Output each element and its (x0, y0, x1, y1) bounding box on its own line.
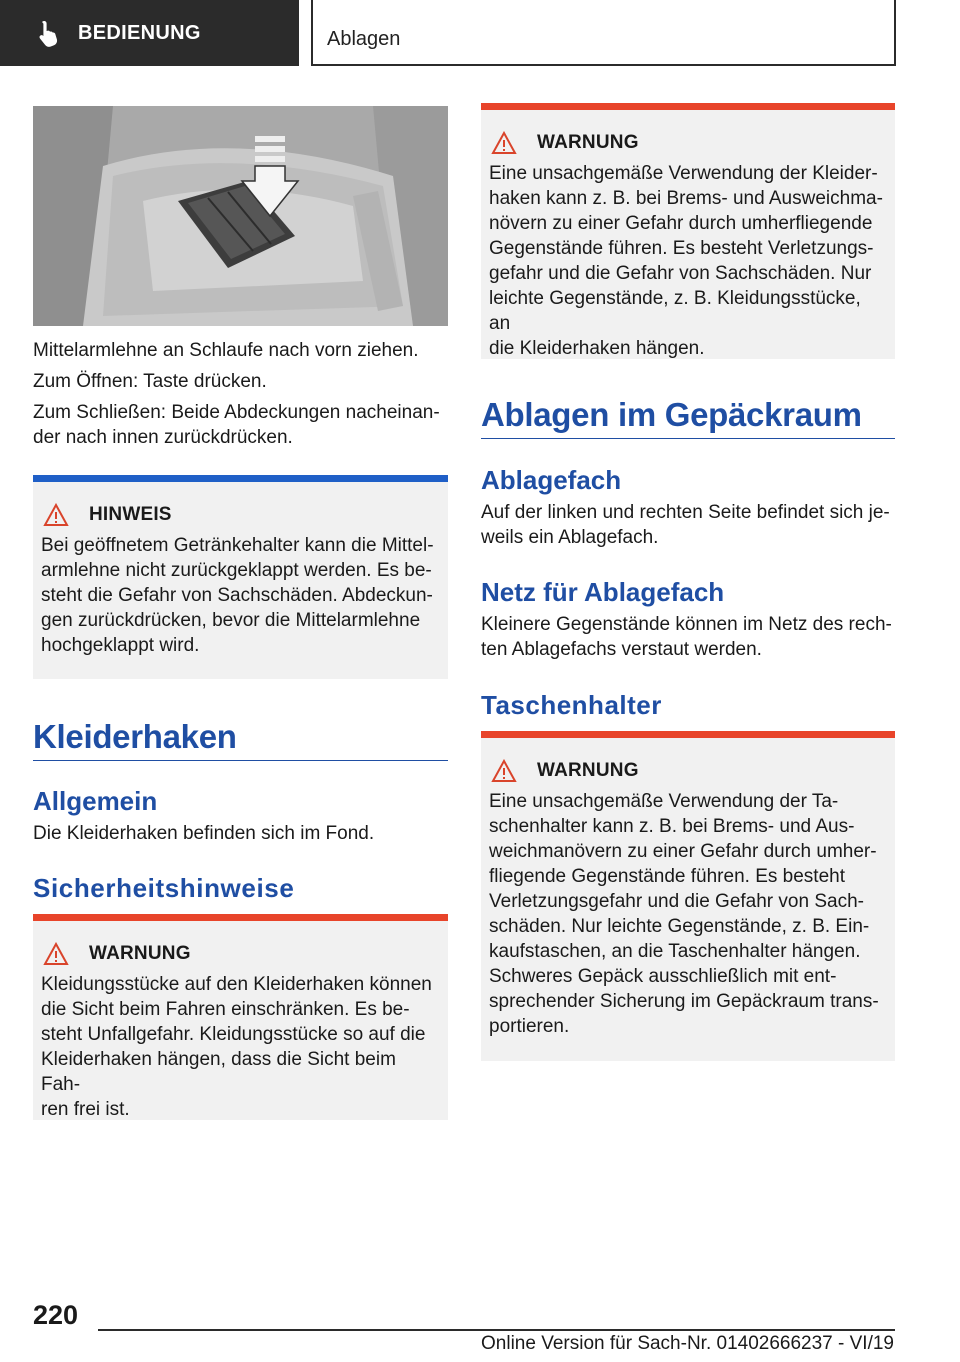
heading-ablagen-im-gepaeckraum: Ablagen im Gepäckraum (481, 396, 862, 433)
ablagefach-line-1: Auf der linken und rechten Seite befindet sich je‐ (481, 502, 890, 523)
instruction-close-1: Zum Schließen: Beide Abdeckungen nacheinan‐ (33, 402, 440, 423)
armrest-photo (33, 106, 448, 326)
warning-line: die Kleiderhaken hängen. (489, 338, 705, 359)
hint-line: hochgeklappt wird. (41, 635, 200, 656)
warning-line: portieren. (489, 1016, 570, 1037)
warning-box-bag-holder (481, 731, 895, 1061)
warning-text (489, 789, 887, 1039)
warning-triangle-icon (43, 503, 69, 527)
hint-title: HINWEIS (89, 504, 172, 525)
warning-line: kaufstaschen, an die Taschenhalter hängen. (489, 941, 861, 962)
warning-text (489, 161, 887, 361)
section-label: BEDIENUNG (78, 21, 201, 44)
heading-ablagefach: Ablagefach (481, 465, 622, 495)
warning-bar (33, 914, 448, 921)
warning-title: WARNUNG (537, 760, 639, 781)
warning-line: ren frei ist. (41, 1099, 130, 1120)
warning-line: haken kann z. B. bei Brems- und Ausweichma‐ (489, 188, 883, 209)
warning-line: steht Unfallgefahr. Kleidungsstücke so auf die (41, 1024, 426, 1045)
heading-netz-fuer-ablagefach: Netz für Ablagefach (481, 577, 725, 607)
warning-title: WARNUNG (537, 132, 639, 153)
header-topic-tab (311, 0, 896, 66)
warning-line: fliegende Gegenstände führen. Es besteht (489, 866, 845, 887)
hint-bar (33, 475, 448, 482)
warning-line: Schweres Gepäck ausschließlich mit ent‐ (489, 966, 837, 987)
warning-triangle-icon (491, 759, 517, 783)
warning-line: növern zu einer Gefahr durch umherfliegende (489, 213, 873, 234)
warning-line: gefahr und die Gefahr von Sachschäden. Nur (489, 263, 872, 284)
ablagefach-section (481, 465, 895, 550)
header-section-tab (0, 0, 299, 66)
topic-label: Ablagen (327, 28, 401, 50)
warning-line: Kleidungsstücke auf den Kleiderhaken können (41, 974, 432, 995)
warning-line: Kleiderhaken hängen, dass die Sicht beim Fah‐ (41, 1049, 396, 1095)
hint-line: gen zurückdrücken, bevor die Mittelarmlehne (41, 610, 421, 631)
armrest-instructions (33, 338, 448, 450)
warning-line: weichmanövern zu einer Gefahr durch umher‐ (489, 841, 877, 862)
warning-line: die Sicht beim Fahren einschränken. Es be‐ (41, 999, 410, 1020)
allgemein-text: Die Kleiderhaken befinden sich im Fond. (33, 823, 375, 844)
allgemein-section (33, 786, 448, 846)
warning-line: sprechender Sicherung im Gepäckraum trans‐ (489, 991, 879, 1012)
warning-triangle-icon (43, 942, 69, 966)
heading-rule (481, 438, 895, 439)
page-number: 220 (33, 1300, 79, 1330)
warning-line: Gegenstände führen. Es besteht Verletzungs‐ (489, 238, 874, 259)
warning-title: WARNUNG (89, 943, 191, 964)
heading-rule (33, 760, 448, 761)
footer-rule (98, 1329, 895, 1331)
taschenhalter-section (481, 690, 895, 721)
instruction-open: Zum Öffnen: Taste drücken. (33, 371, 267, 392)
warning-bar (481, 103, 895, 110)
hint-line: Bei geöffnetem Getränkehalter kann die Mittel‐ (41, 535, 434, 556)
online-version-text: Online Version für Sach-Nr. 01402666237 - VI/19 (481, 1333, 894, 1354)
warning-triangle-icon (491, 131, 517, 155)
warning-line: schäden. Nur leichte Gegenstände, z. B. Ein‐ (489, 916, 870, 937)
heading-taschenhalter: Taschenhalter (481, 690, 662, 720)
warning-line: schenhalter kann z. B. bei Brems- und Aus‐ (489, 816, 855, 837)
kleiderhaken-section (33, 718, 448, 756)
ablagefach-line-2: weils ein Ablagefach. (481, 527, 659, 548)
safety-section (33, 873, 448, 904)
instruction-close-2: der nach innen zurückdrücken. (33, 427, 293, 448)
hint-text (41, 533, 440, 658)
warning-line: Eine unsachgemäße Verwendung der Ta‐ (489, 791, 839, 812)
warning-line: Verletzungsgefahr und die Gefahr von Sach‐ (489, 891, 864, 912)
gepaeckraum-section (481, 396, 895, 434)
warning-line: leichte Gegenstände, z. B. Kleidungsstücke, an (489, 288, 861, 334)
hint-line: armlehne nicht zurückgeklappt werden. Es be‐ (41, 560, 432, 581)
heading-kleiderhaken: Kleiderhaken (33, 718, 237, 755)
netz-line-1: Kleinere Gegenstände können im Netz des rech‐ (481, 614, 892, 635)
heading-allgemein: Allgemein (33, 786, 158, 816)
hint-box (33, 475, 448, 679)
instruction-pull: Mittelarmlehne an Schlaufe nach vorn ziehen. (33, 340, 419, 361)
netz-section (481, 577, 895, 662)
warning-text (41, 972, 440, 1122)
warning-box-coat-hooks (33, 914, 448, 1120)
warning-box-coat-hooks-usage (481, 103, 895, 359)
warning-line: Eine unsachgemäße Verwendung der Kleider‐ (489, 163, 878, 184)
hint-line: steht die Gefahr von Sachschäden. Abdeckun‐ (41, 585, 433, 606)
warning-bar (481, 731, 895, 738)
netz-line-2: ten Ablagefachs verstaut werden. (481, 639, 762, 660)
heading-sicherheitshinweise: Sicherheitshinweise (33, 873, 295, 903)
hand-pointer-icon (34, 18, 64, 48)
